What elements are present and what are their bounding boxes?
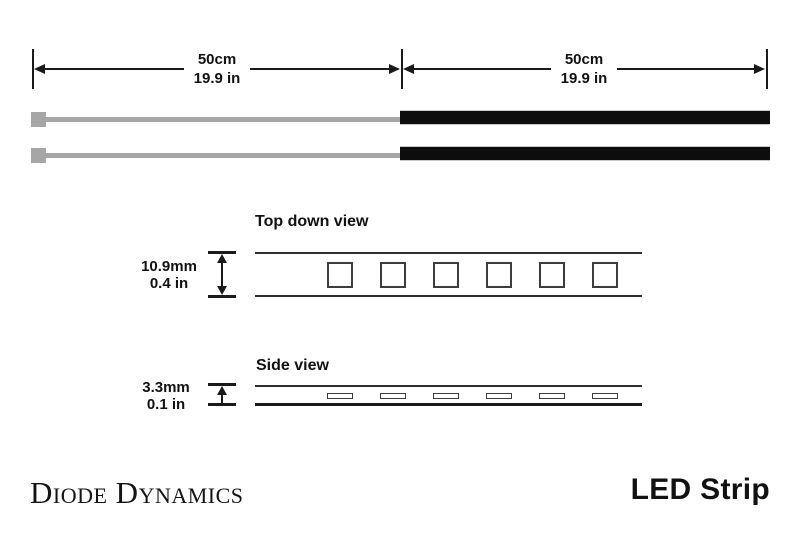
side-height-mm: 3.3mm: [142, 379, 190, 396]
led-chip-side: [433, 393, 459, 399]
led-chip-side: [327, 393, 353, 399]
side-strip: [255, 385, 642, 406]
height-tick-bottom: [208, 403, 236, 406]
wire-lead: [45, 153, 403, 158]
side-height-label: [127, 379, 205, 413]
led-chip-top: [539, 262, 565, 288]
dim-span-right: [403, 49, 765, 89]
dim-left-in: 19.9 in: [193, 70, 241, 87]
side-view-label: Side view: [256, 357, 329, 374]
dim-span-left: [34, 49, 400, 89]
wire-connector: [31, 112, 46, 127]
dim-tick-right: [766, 49, 768, 89]
product-title: LED Strip: [630, 473, 770, 506]
dim-right-cm: 50cm: [564, 51, 604, 68]
led-chip-side: [592, 393, 618, 399]
dim-label-right: [551, 50, 618, 88]
arrow-left-icon: [34, 64, 45, 74]
height-tick-bottom: [208, 295, 236, 298]
wire-lead: [45, 117, 403, 122]
led-strip-body: [400, 110, 770, 125]
led-chip-top: [486, 262, 512, 288]
led-strip-body: [400, 146, 770, 161]
led-chip-top: [433, 262, 459, 288]
led-chip-top: [380, 262, 406, 288]
brand-logo: Diode Dynamics: [30, 475, 244, 510]
top-down-height-mm: 10.9mm: [141, 258, 197, 275]
arrow-right-icon: [754, 64, 765, 74]
dim-right-in: 19.9 in: [560, 70, 608, 87]
top-down-height-in: 0.4 in: [149, 275, 189, 292]
led-chip-top: [592, 262, 618, 288]
top-down-height-label: [130, 258, 208, 292]
led-chip-side: [380, 393, 406, 399]
arrow-down-icon: [217, 286, 227, 295]
led-chip-side: [486, 393, 512, 399]
arrow-right-icon: [389, 64, 400, 74]
led-chip-side: [539, 393, 565, 399]
arrow-left-icon: [403, 64, 414, 74]
top-down-strip: [255, 252, 642, 297]
led-chip-top: [327, 262, 353, 288]
wire-connector: [31, 148, 46, 163]
dim-label-left: [184, 50, 251, 88]
side-height-in: 0.1 in: [146, 396, 186, 413]
top-down-view-label: Top down view: [255, 213, 369, 230]
dim-left-cm: 50cm: [197, 51, 237, 68]
